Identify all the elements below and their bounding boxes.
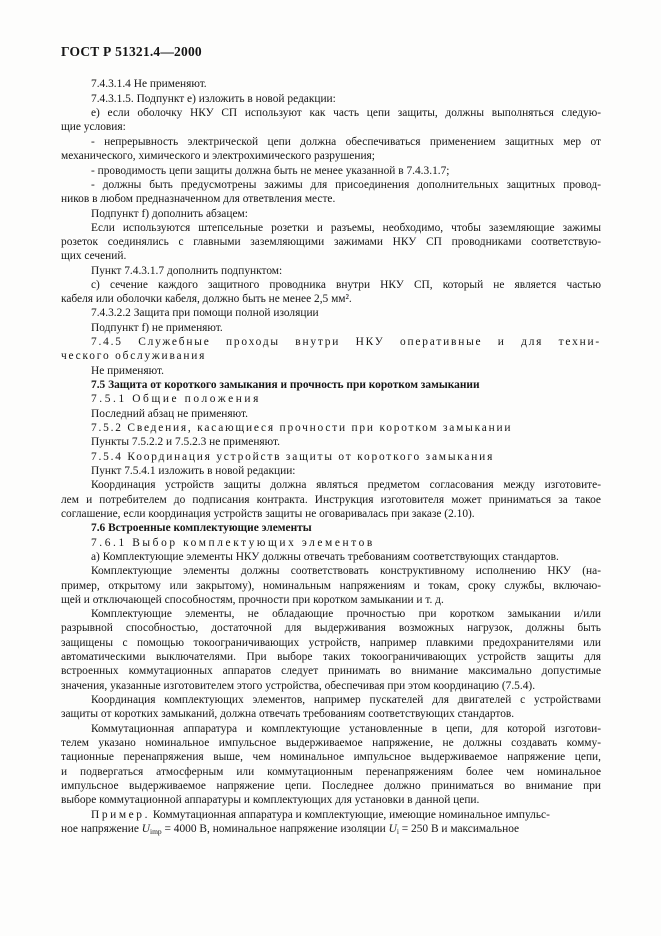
text-line: выборе коммутационной аппаратуры и комплектующих для установки в данной цепи. <box>61 794 480 806</box>
text-line: Координация устройств защиты должна являться предметом согласования между изготовите- <box>91 479 601 491</box>
text-line: розеток соединялись с главными заземляющими зажимами НКУ СП проводниками соответствую- <box>61 236 601 248</box>
text-line: и подвергаться атмосферным или коммутационным перенапряжениям более чем номинальное <box>61 766 601 778</box>
text-line: Подпункт f) не применяют. <box>91 322 223 334</box>
text-line: пример, открытому или закрытому), номинальным напряжениям и токам, сроку службы, включаю- <box>61 580 601 592</box>
example-text: Коммутационная аппаратура и комплектующие, имеющие номинальное импульс- <box>150 809 550 821</box>
clause-7-5-4-heading: 7.5.4 Координация устройств защиты от короткого замыкания <box>91 451 495 463</box>
text-line: механического, химического и электрохимического разрушения; <box>61 150 375 162</box>
text-line: автоматическими выключателями. При выборе таких токоограничивающих устройств защиты для <box>61 651 601 663</box>
clause-7-5-1-heading: 7.5.1 Общие положения <box>91 393 261 405</box>
text-line: защиты от коротких замыканий, должна отвечать требованиям соответствующих стандартов. <box>61 708 515 720</box>
text-line: - должны быть предусмотрены зажимы для присоединения дополнительных защитных провод- <box>91 179 601 191</box>
clause-7-4-3-1-4: 7.4.3.1.4 Не применяют. <box>91 78 207 90</box>
text-line: Пункты 7.5.2.2 и 7.5.2.3 не применяют. <box>91 436 280 448</box>
text-line: Комплектующие элементы должны соответствовать конструктивному исполнению НКУ (на- <box>91 565 601 577</box>
text-line: Координация комплектующих элементов, например пускателей для двигателей с устройствами <box>91 694 601 706</box>
text-line: телем указано номинальное импульсное выдерживаемое напряжение, не должны создавать комму- <box>61 737 601 749</box>
clause-7-4-5-heading: 7.4.5 Служебные проходы внутри НКУ оперативные и для техни- <box>91 336 601 348</box>
text-line: импульсное выдерживаемое напряжение цепи. Последнее должно приниматься во внимание при <box>61 780 601 792</box>
text-line: Если используются штепсельные розетки и разъемы, необходимо, чтобы заземляющие зажимы <box>91 222 601 234</box>
document-header: ГОСТ Р 51321.4—2000 <box>61 44 202 59</box>
text-line: соглашение, если координация устройств защиты не оговаривалась при заказе (2.10). <box>61 508 475 520</box>
formula-text: = 250 В и максимальное <box>398 823 520 835</box>
text-line: Коммутационная аппаратура и комплектующие установленные в цепи, для которой изготови- <box>91 723 601 735</box>
text-line: Комплектующие элементы, не обладающие прочностью при коротком замыкании и/или <box>91 608 601 620</box>
clause-7-4-3-1-5: 7.4.3.1.5. Подпункт е) изложить в новой редакции: <box>91 93 336 105</box>
text-line: ников в любом предназначенном для ответвления месте. <box>61 193 336 205</box>
example-line <box>91 809 601 822</box>
text-line: защищены с помощью токоограничивающих устройств, например плавкими предохранителями или <box>61 637 601 649</box>
text-line: Не применяют. <box>91 365 164 377</box>
formula-subscript: i <box>396 827 399 836</box>
section-7-5-heading: 7.5 Защита от короткого замыкания и прочность при коротком замыкании <box>91 379 480 391</box>
text-line: Последний абзац не применяют. <box>91 408 248 420</box>
formula-text: ное напряжение <box>61 823 142 835</box>
clause-7-4-5-heading-cont: ческого обслуживания <box>61 350 207 362</box>
text-line: с) сечение каждого защитного проводника внутри НКУ СП, который не является частью <box>91 279 601 291</box>
text-line: значения, указанные изготовителем этого устройства, обеспечивая при этом координацию (7.5.4). <box>61 680 536 692</box>
example-label: Пример. <box>91 809 151 821</box>
text-line: е) если оболочку НКУ СП используют как часть цепи защиты, должны выполняться следую- <box>91 107 601 119</box>
example-formula-line <box>61 823 601 838</box>
text-line: щих сечений. <box>61 250 127 262</box>
section-7-6-heading: 7.6 Встроенные комплектующие элементы <box>91 522 312 534</box>
text-line: лем и потребителем до подписания контракта. Инструкция изготовителя может приниматься за такое <box>61 494 601 506</box>
formula-variable: U <box>388 823 397 835</box>
text-line: щей и отключающей способностям, прочности при коротком замыкании и т. д. <box>61 594 444 606</box>
formula-variable: U <box>141 823 150 835</box>
text-line: а) Комплектующие элементы НКУ должны отвечать требованиям соответствующих стандартов. <box>91 551 559 563</box>
text-line: встроенных коммутационных аппаратов следует принимать во внимание максимально допустимые <box>61 665 601 677</box>
formula-text: = 4000 В, номинальное напряжение изоляции <box>161 823 389 835</box>
text-line: кабеля или оболочки кабеля, должно быть не менее 2,5 мм². <box>61 293 352 305</box>
clause-7-4-3-2-2: 7.4.3.2.2 Защита при помощи полной изоляции <box>91 307 319 319</box>
text-line: - проводимость цепи защиты должна быть не менее указанной в 7.4.3.1.7; <box>91 165 450 177</box>
clause-7-5-2-heading: 7.5.2 Сведения, касающиеся прочности при коротком замыкании <box>91 422 513 434</box>
formula-subscript: imp <box>149 827 162 836</box>
text-line: щие условия: <box>61 121 126 133</box>
text-line: Пункт 7.5.4.1 изложить в новой редакции: <box>91 465 296 477</box>
text-line: - непрерывность электрической цепи должна обеспечиваться применением защитных мер от <box>91 136 601 148</box>
text-line: разрывной способностью, достаточной для выдерживания возможных нагрузок, должны быть <box>61 622 601 634</box>
clause-7-6-1-heading: 7.6.1 Выбор комплектующих элементов <box>91 537 375 549</box>
clause-7-4-3-1-7: Пункт 7.4.3.1.7 дополнить подпунктом: <box>91 265 283 277</box>
text-line: Подпункт f) дополнить абзацем: <box>91 208 248 220</box>
text-line: тационные перенапряжения выше, чем номинальное импульсное выдерживаемое напряжение цепи, <box>61 751 601 763</box>
